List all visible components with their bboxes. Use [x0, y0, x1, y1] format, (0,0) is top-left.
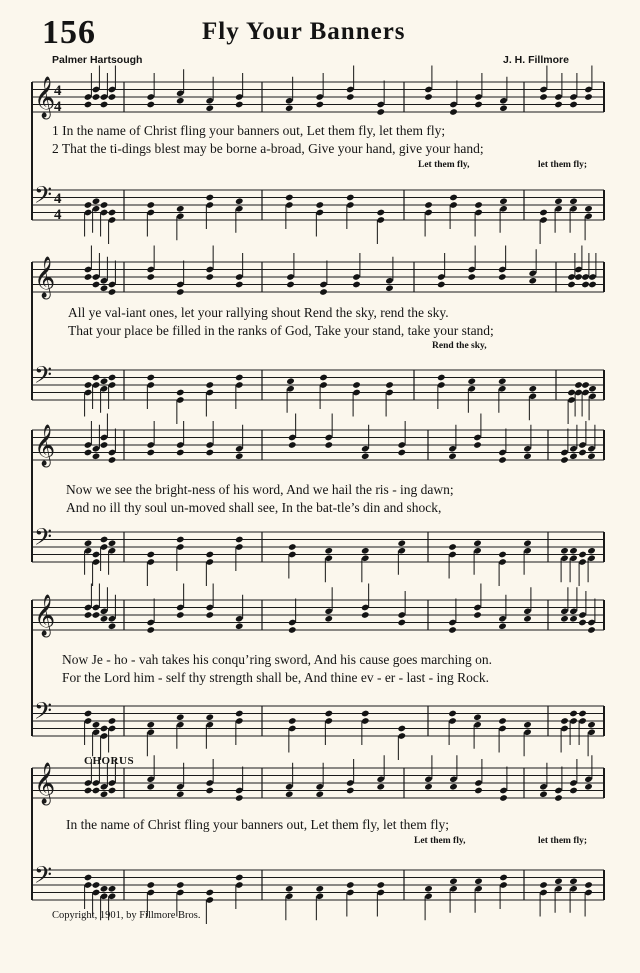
note-head	[108, 717, 117, 725]
note-head	[205, 381, 214, 389]
note-head	[346, 787, 355, 795]
note-head	[569, 101, 578, 109]
note-head	[235, 622, 244, 630]
note-head	[474, 101, 483, 109]
note-head	[146, 449, 155, 457]
note-head	[235, 197, 244, 205]
note-head	[449, 783, 458, 791]
note-head	[424, 885, 433, 893]
note-head	[498, 377, 507, 385]
time-signature: 4	[54, 207, 62, 223]
note-head	[288, 717, 297, 725]
note-head	[498, 717, 507, 725]
note-head	[569, 547, 578, 555]
note-head	[100, 441, 109, 449]
note-head	[84, 381, 93, 389]
note-head	[146, 201, 155, 209]
note-head	[560, 547, 569, 555]
system-3-verse-1: Now we see the bright-ness of his word, And we hail the ris - ing dawn;	[66, 482, 454, 497]
note-head	[205, 449, 214, 457]
note-head	[235, 710, 244, 718]
bass-clef: 𝄢	[34, 361, 53, 394]
note-head	[100, 284, 109, 292]
note-head	[285, 194, 294, 202]
note-head	[448, 710, 457, 718]
system-2-verse-1: All ye val-iant ones, let your rallying shout Rend the sky, rend the sky.	[68, 305, 449, 320]
note-head	[498, 551, 507, 559]
note-head	[146, 721, 155, 729]
note-head	[424, 783, 433, 791]
note-head	[108, 288, 117, 296]
note-head	[499, 794, 508, 802]
treble-clef: 𝄞	[34, 257, 56, 298]
note-head	[235, 452, 244, 460]
note-head	[397, 619, 406, 627]
note-head	[578, 551, 587, 559]
note-head	[554, 101, 563, 109]
note-head	[108, 885, 117, 893]
note-head	[346, 881, 355, 889]
note-head	[84, 539, 93, 547]
note-head	[424, 201, 433, 209]
note-head	[376, 881, 385, 889]
note-head	[473, 539, 482, 547]
note-head	[205, 104, 214, 112]
note-head	[205, 713, 214, 721]
system-1-verse-1: 1 In the name of Christ fling your banners out, Let them fly, let them fly;	[52, 123, 446, 138]
note-head	[474, 877, 483, 885]
note-head	[176, 790, 185, 798]
note-head	[100, 790, 109, 798]
note-head	[346, 194, 355, 202]
note-head	[319, 288, 328, 296]
note-head	[584, 205, 593, 213]
note-head	[578, 449, 587, 457]
bass-clef: 𝄢	[34, 523, 53, 556]
note-head	[84, 710, 93, 718]
note-head	[467, 377, 476, 385]
note-head	[528, 277, 537, 285]
note-head	[569, 710, 578, 718]
note-head	[92, 281, 101, 289]
note-head	[587, 452, 596, 460]
note-head	[146, 783, 155, 791]
note-head	[397, 449, 406, 457]
system-3-verse-2: And no ill thy soul un-moved shall see, In the bat-tle’s din and shock,	[66, 500, 442, 515]
note-head	[92, 721, 101, 729]
lyricist-credit: Palmer Hartsough	[52, 54, 143, 66]
note-head	[285, 790, 294, 798]
note-head	[319, 374, 328, 382]
note-head	[424, 93, 433, 101]
note-head	[146, 101, 155, 109]
note-head	[574, 381, 583, 389]
note-head	[108, 787, 117, 795]
note-head	[176, 611, 185, 619]
note-head	[467, 273, 476, 281]
note-head	[84, 611, 93, 619]
note-head	[523, 615, 532, 623]
treble-clef: 𝄞	[34, 595, 56, 636]
note-head	[346, 93, 355, 101]
note-head	[324, 441, 333, 449]
note-head	[569, 197, 578, 205]
note-head	[84, 101, 93, 109]
note-head	[176, 536, 185, 544]
note-head	[361, 452, 370, 460]
note-head	[498, 273, 507, 281]
note-head	[100, 725, 109, 733]
note-head	[569, 452, 578, 460]
note-head	[235, 874, 244, 882]
copyright-notice: Copyright, 1901, by Fillmore Bros.	[52, 910, 201, 921]
note-head	[92, 611, 101, 619]
note-head	[235, 374, 244, 382]
note-head	[528, 385, 537, 393]
note-head	[574, 273, 583, 281]
composer-credit: J. H. Fillmore	[503, 54, 569, 66]
system-2-cue-1: Rend the sky,	[432, 341, 487, 351]
note-head	[176, 288, 185, 296]
note-head	[578, 710, 587, 718]
note-head	[581, 281, 590, 289]
system-4-verse-1: Now Je - ho - vah takes his conqu’ring sword, And his cause goes marching on.	[62, 652, 493, 667]
note-head	[569, 787, 578, 795]
note-head	[205, 551, 214, 559]
note-head	[205, 273, 214, 281]
note-head	[584, 881, 593, 889]
note-head	[288, 543, 297, 551]
note-head	[100, 615, 109, 623]
note-head	[554, 197, 563, 205]
note-head	[560, 615, 569, 623]
note-head	[84, 449, 93, 457]
system-4-verse-2: For the Lord him - self thy strength shall be, And thine ev - er - last - ing Rock.	[62, 670, 490, 685]
note-head	[448, 543, 457, 551]
note-head	[100, 536, 109, 544]
time-signature: 4	[54, 99, 62, 115]
note-head	[315, 101, 324, 109]
treble-clef: 𝄞	[34, 77, 56, 118]
note-head	[376, 209, 385, 217]
chorus-label: CHORUS	[84, 755, 135, 767]
note-head	[235, 794, 244, 802]
note-head	[146, 273, 155, 281]
system-1-cue-1: Let them fly,	[418, 160, 470, 170]
note-head	[324, 615, 333, 623]
note-head	[285, 104, 294, 112]
note-head	[205, 889, 214, 897]
note-head	[100, 101, 109, 109]
system-2-verse-2: That your place be filled in the ranks of God, Take your stand, take your stand;	[68, 323, 494, 338]
note-head	[473, 441, 482, 449]
note-head	[176, 97, 185, 105]
note-head	[437, 374, 446, 382]
note-head	[108, 539, 117, 547]
note-head	[92, 93, 101, 101]
note-head	[376, 108, 385, 116]
note-head	[397, 725, 406, 733]
chorus-cue-1: Let them fly,	[414, 836, 466, 846]
note-head	[569, 615, 578, 623]
note-head	[352, 381, 361, 389]
note-head	[146, 881, 155, 889]
note-head	[560, 456, 569, 464]
note-head	[92, 374, 101, 382]
note-head	[587, 547, 596, 555]
treble-clef: 𝄞	[34, 763, 56, 804]
note-head	[176, 713, 185, 721]
note-head	[499, 197, 508, 205]
note-head	[108, 456, 117, 464]
note-head	[108, 622, 117, 630]
note-head	[567, 281, 576, 289]
note-head	[176, 389, 185, 397]
note-head	[498, 456, 507, 464]
note-head	[587, 721, 596, 729]
note-head	[523, 721, 532, 729]
note-head	[539, 881, 548, 889]
note-head	[286, 281, 295, 289]
note-head	[108, 209, 117, 217]
note-head	[361, 547, 370, 555]
note-head	[92, 197, 101, 205]
note-head	[352, 281, 361, 289]
note-head	[499, 104, 508, 112]
note-head	[286, 377, 295, 385]
note-head	[146, 626, 155, 634]
chorus-cue-2: let them fly;	[538, 836, 588, 846]
note-head	[84, 201, 93, 209]
note-head	[449, 877, 458, 885]
note-head	[578, 619, 587, 627]
note-head	[315, 885, 324, 893]
note-head	[92, 452, 101, 460]
note-head	[100, 885, 109, 893]
note-head	[84, 874, 93, 882]
note-head	[474, 201, 483, 209]
note-head	[92, 551, 101, 559]
note-head	[499, 874, 508, 882]
note-head	[315, 790, 324, 798]
time-signature: 4	[54, 191, 62, 207]
note-head	[588, 385, 597, 393]
note-head	[84, 273, 93, 281]
time-signature: 4	[54, 83, 62, 99]
note-head	[539, 790, 548, 798]
note-head	[176, 881, 185, 889]
note-head	[324, 547, 333, 555]
system-1-cue-2: let them fly;	[538, 160, 588, 170]
treble-clef: 𝄞	[34, 425, 56, 466]
note-head	[315, 201, 324, 209]
note-head	[100, 377, 109, 385]
note-head	[376, 783, 385, 791]
note-head	[539, 93, 548, 101]
note-head	[146, 374, 155, 382]
note-head	[554, 877, 563, 885]
note-head	[146, 551, 155, 559]
note-head	[449, 194, 458, 202]
note-head	[108, 374, 117, 382]
note-head	[523, 452, 532, 460]
note-head	[92, 787, 101, 795]
note-head	[448, 626, 457, 634]
note-head	[554, 794, 563, 802]
note-head	[397, 539, 406, 547]
note-head	[235, 536, 244, 544]
note-head	[108, 93, 117, 101]
note-head	[569, 877, 578, 885]
note-head	[205, 787, 214, 795]
hymn-number: 156	[42, 14, 96, 51]
note-head	[235, 281, 244, 289]
note-head	[588, 281, 597, 289]
bass-clef: 𝄢	[34, 861, 53, 894]
system-1-verse-2: 2 That the ti-dings blest may be borne a-broad, Give your hand, give your hand;	[52, 141, 484, 156]
note-head	[539, 209, 548, 217]
note-head	[84, 787, 93, 795]
bass-clef: 𝄢	[34, 181, 53, 214]
note-head	[448, 452, 457, 460]
note-head	[560, 717, 569, 725]
note-head	[361, 611, 370, 619]
note-head	[449, 108, 458, 116]
chorus-lyrics: In the name of Christ fling your banners out, Let them fly, let them fly;	[66, 817, 450, 832]
note-head	[474, 787, 483, 795]
note-head	[473, 611, 482, 619]
note-head	[437, 281, 446, 289]
note-head	[176, 205, 185, 213]
note-head	[587, 626, 596, 634]
note-head	[584, 783, 593, 791]
note-head	[288, 441, 297, 449]
note-head	[285, 885, 294, 893]
note-head	[523, 539, 532, 547]
note-head	[567, 389, 576, 397]
note-head	[385, 381, 394, 389]
bass-clef: 𝄢	[34, 697, 53, 730]
note-head	[205, 194, 214, 202]
note-head	[288, 626, 297, 634]
note-head	[176, 449, 185, 457]
note-head	[205, 611, 214, 619]
note-head	[324, 710, 333, 718]
note-head	[385, 284, 394, 292]
hymn-title: Fly Your Banners	[202, 18, 406, 45]
note-head	[584, 93, 593, 101]
note-head	[235, 101, 244, 109]
note-head	[473, 713, 482, 721]
note-head	[100, 201, 109, 209]
note-head	[498, 622, 507, 630]
note-head	[581, 381, 590, 389]
note-head	[92, 881, 101, 889]
note-head	[361, 710, 370, 718]
